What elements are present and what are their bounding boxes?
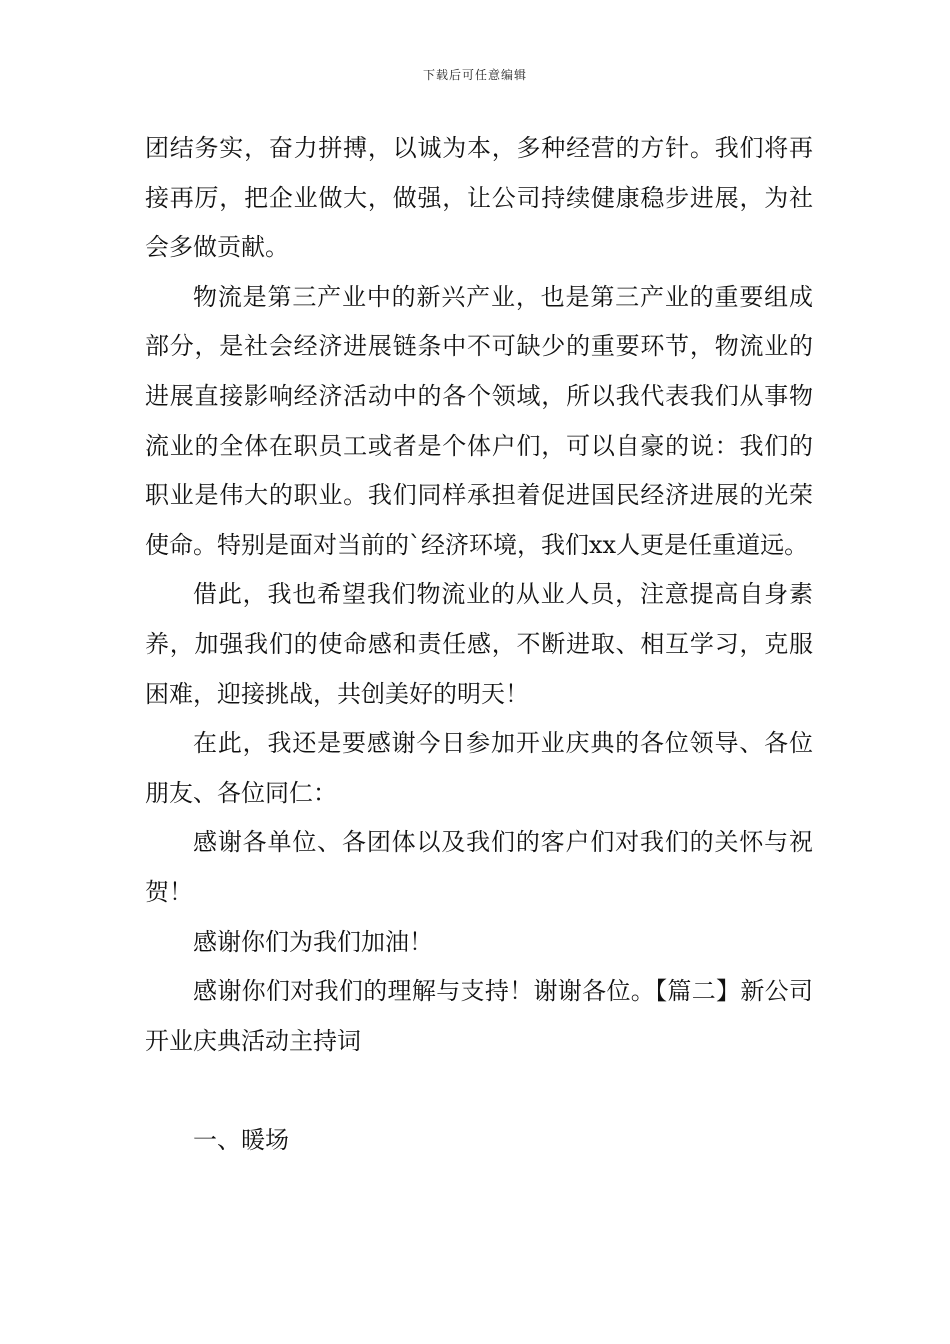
- paragraph-thanks-units: 感谢各单位、各团体以及我们的客户们对我们的关怀与祝贺！: [145, 828, 813, 906]
- paragraph-continuation: 团结务实，奋力拼搏，以诚为本，多种经营的方针。我们将再接再厉，把企业做大，做强，让公司持续健康稳步进展，为社会多做贡献。: [145, 134, 813, 262]
- paragraph-thanks-guests: 在此，我还是要感谢今日参加开业庆典的各位领导、各位朋友、各位同仁：: [145, 729, 813, 807]
- page-header-note: 下载后可任意编辑: [422, 68, 527, 82]
- document-body: [145, 124, 813, 1165]
- section-heading: 一、暖场: [193, 1125, 289, 1154]
- paragraph-thanks-cheer: 感谢你们为我们加油！: [193, 927, 433, 956]
- paragraph-logistics: 物流是第三产业中的新兴产业，也是第三产业的重要组成部分，是社会经济进展链条中不可缺少的重要环节，物流业的进展直接影响经济活动中的各个领域，所以我代表我们从事物流业的全体在职员工或者是个体户们，可以自豪的说：我们的职业是伟大的职业。我们同样承担着促进国民经济进展的光荣使命。特别是面对当前的`经济环境，我们xx人更是任重道远。: [145, 282, 813, 559]
- paragraph-hope: 借此，我也希望我们物流业的从业人员，注意提高自身素养，加强我们的使命感和责任感，不断进取、相互学习，克服困难，迎接挑战，共创美好的明天！: [145, 580, 813, 708]
- paragraph-thanks-support: 感谢你们对我们的理解与支持！谢谢各位。【篇二】新公司开业庆典活动主持词: [145, 977, 813, 1055]
- blank-line: [145, 1066, 813, 1116]
